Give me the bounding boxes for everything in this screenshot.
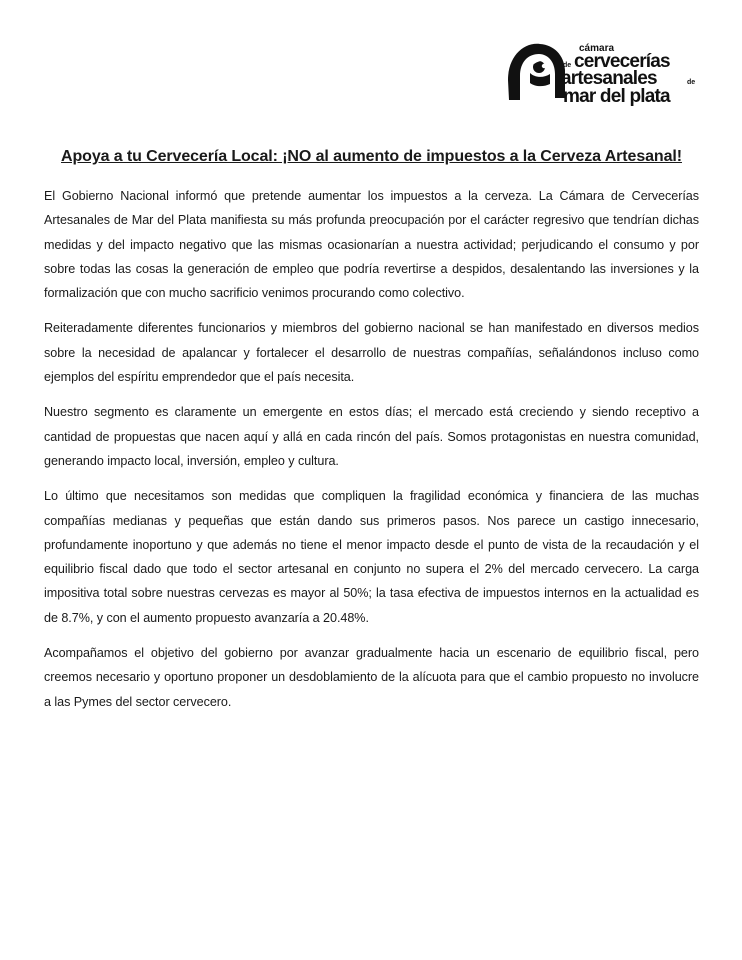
paragraph-1: El Gobierno Nacional informó que pretende aumentar los impuestos a la cerveza. La Cámara de Cervecerías Artesanales de Mar del Plata manifiesta su más profunda preocupación por el carácter regresivo que tendrían dichas medidas y del impacto negativo que las mismas ocasionarían a nuestra actividad; perjudicando el consumo y por sobre todas las cosas la generación de empleo que podría revertirse a despidos, desalentando las inversiones y la formalización que con mucho sacrificio venimos procurando como colectivo. [44,189,699,301]
paragraph-4: Lo último que necesitamos son medidas que compliquen la fragilidad económica y financiera de las muchas compañías medianas y pequeñas que están dando sus primeros pasos. Nos parece un castigo innecesario, profundamente inoportuno y que además no tiene el menor impacto desde el punto de vista de la recaudación y el equilibrio fiscal dado que todo el sector artesanal en conjunto no supera el 2% del mercado cervecero. La carga impositiva total sobre nuestras cervezas es mayor al 50%; la tasa efectiva de impuestos internos en la actualidad es de 8.7%, y con el aumento propuesto avanzaría a 20.48%. [44,489,699,625]
logo-text-mar-del-plata: mar del plata [563,86,670,106]
logo-text-de-1: de [563,62,572,69]
paragraph-2: Reiteradamente diferentes funcionarios y miembros del gobierno nacional se han manifestado en diversos medios sobre la necesidad de apalancar y fortalecer el desarrollo de nuestras compañías, señalándonos incluso como ejemplos del espíritu emprendedor que el país necesita. [44,321,699,385]
logo-text-de-2: de [687,79,696,86]
chamber-logo-graphic [506,40,702,106]
document-body [44,148,699,725]
logo-text-artesanales: artesanales [561,68,657,89]
document-title: Apoya a tu Cervecería Local: ¡NO al aumento de impuestos a la Cerveza Artesanal! [61,148,682,165]
paragraph-5: Acompañamos el objetivo del gobierno por avanzar gradualmente hacia un escenario de equilibrio fiscal, pero creemos necesario y oportuno proponer un desdoblamiento de la alícuota para que el cambio propuesto no involucre a las Pymes del sector cervecero. [44,646,699,709]
logo-text-camara: cámara [579,43,615,54]
logo-emblem [508,44,565,100]
logo-text-cervecerias: cervecerías [574,51,670,72]
chamber-logo [506,40,702,106]
paragraph-3: Nuestro segmento es claramente un emergente en estos días; el mercado está creciendo y siendo receptivo a cantidad de propuestas que nacen aquí y allá en cada rincón del país. Somos protagonistas en nuestra comunidad, generando impacto local, inversión, empleo y cultura. [44,405,699,468]
